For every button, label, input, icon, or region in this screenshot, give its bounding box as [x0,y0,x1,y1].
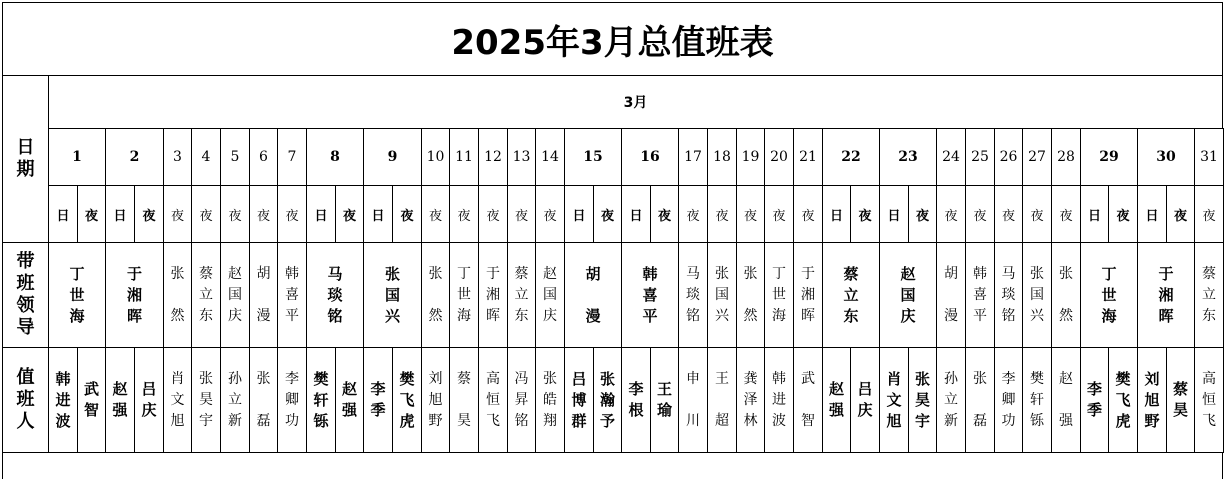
shift-cell: 夜 [535,185,565,243]
duty-person-cell: 武 智 [77,347,106,453]
day-number-cell: 5 [220,128,250,186]
shift-cell: 日 [621,185,651,243]
duty-person-cell: 赵 强 [105,347,135,453]
shift-cell: 日 [1137,185,1167,243]
day-number-cell: 19 [736,128,765,186]
day-number-cell: 13 [507,128,536,186]
day-number-cell: 22 [822,128,880,186]
leader-cell: 韩 喜 平 [621,242,679,348]
leader-cell: 张 国 兴 [707,242,737,348]
leader-cell: 张 然 [1051,242,1081,348]
day-number-cell: 7 [277,128,307,186]
shift-cell: 夜 [77,185,106,243]
shift-cell: 日 [363,185,393,243]
shift-cell: 日 [879,185,909,243]
leader-cell: 胡 漫 [936,242,966,348]
duty-person-cell: 吕 庆 [850,347,880,453]
shift-cell: 夜 [249,185,278,243]
month-header: 3月 [48,75,1223,129]
day-number-cell: 26 [994,128,1023,186]
day-number-cell: 21 [793,128,823,186]
day-number-cell: 18 [707,128,737,186]
shift-cell: 夜 [736,185,765,243]
duty-person-cell: 李 季 [363,347,393,453]
leader-cell: 蔡 立 东 [507,242,536,348]
day-number-cell: 1 [48,128,106,186]
shift-cell: 夜 [134,185,164,243]
leader-cell: 胡 漫 [249,242,278,348]
duty-person-cell: 吕 庆 [134,347,164,453]
leader-cell: 蔡 立 东 [1194,242,1224,348]
duty-person-cell: 冯 昇 铭 [507,347,536,453]
leader-cell: 蔡 立 东 [822,242,880,348]
shift-cell: 夜 [850,185,880,243]
shift-cell: 夜 [1108,185,1138,243]
shift-cell: 日 [822,185,851,243]
day-number-cell: 6 [249,128,278,186]
shift-cell: 夜 [1051,185,1081,243]
leader-cell: 张 然 [736,242,765,348]
duty-person-cell: 龚 泽 林 [736,347,765,453]
duty-person-cell: 孙 立 新 [936,347,966,453]
duty-person-cell: 赵 强 [335,347,364,453]
day-number-cell: 24 [936,128,966,186]
shift-cell: 夜 [994,185,1023,243]
duty-person-cell: 赵 强 [1051,347,1081,453]
day-number-cell: 4 [191,128,221,186]
shift-cell: 日 [48,185,78,243]
shift-cell: 夜 [650,185,679,243]
shift-cell: 日 [105,185,135,243]
duty-person-cell: 张 昊 宇 [908,347,937,453]
day-number-cell: 12 [478,128,508,186]
duty-person-cell: 赵 强 [822,347,851,453]
duty-person-cell: 孙 立 新 [220,347,250,453]
leader-cell: 蔡 立 东 [191,242,221,348]
leader-cell: 于 湘 晖 [1137,242,1195,348]
leader-cell: 丁 世 海 [48,242,106,348]
shift-cell: 夜 [220,185,250,243]
shift-cell: 夜 [421,185,450,243]
duty-person-cell: 樊 轩 铄 [1022,347,1052,453]
leader-cell: 丁 世 海 [449,242,479,348]
shift-cell: 夜 [1194,185,1224,243]
day-number-cell: 23 [879,128,937,186]
leader-cell: 张 然 [421,242,450,348]
shift-cell: 夜 [478,185,508,243]
leader-row-label: 带 班 领 导 [2,242,49,348]
duty-person-cell: 樊 飞 虎 [1108,347,1138,453]
duty-person-cell: 张 昊 宇 [191,347,221,453]
day-number-cell: 31 [1194,128,1224,186]
shift-cell: 夜 [191,185,221,243]
shift-cell: 夜 [507,185,536,243]
day-number-cell: 14 [535,128,565,186]
shift-cell: 夜 [793,185,823,243]
duty-person-cell: 蔡 昊 [449,347,479,453]
day-number-cell: 3 [163,128,192,186]
day-number-cell: 25 [965,128,995,186]
day-number-cell: 2 [105,128,164,186]
shift-cell: 日 [306,185,336,243]
duty-person-cell: 武 智 [793,347,823,453]
leader-cell: 马 琰 铭 [994,242,1023,348]
duty-person-cell: 高 恒 飞 [478,347,508,453]
leader-cell: 赵 国 庆 [535,242,565,348]
duty-person-cell: 樊 轩 铄 [306,347,336,453]
shift-cell: 夜 [707,185,737,243]
roster-title: 2025年3月总值班表 [2,2,1223,76]
duty-person-cell: 李 季 [1080,347,1109,453]
day-number-cell: 27 [1022,128,1052,186]
duty-person-cell: 王 瑜 [650,347,679,453]
duty-person-cell: 李 卿 功 [994,347,1023,453]
duty-person-cell: 韩 进 波 [764,347,794,453]
leader-cell: 韩 喜 平 [965,242,995,348]
day-number-cell: 15 [564,128,622,186]
duty-person-cell: 张 磊 [249,347,278,453]
day-number-cell: 20 [764,128,794,186]
day-number-cell: 9 [363,128,422,186]
shift-cell: 夜 [764,185,794,243]
leader-cell: 丁 世 海 [1080,242,1138,348]
duty-person-cell: 李 根 [621,347,651,453]
shift-cell: 夜 [593,185,622,243]
leader-cell: 马 琰 铭 [678,242,708,348]
day-number-cell: 17 [678,128,708,186]
day-number-cell: 16 [621,128,679,186]
leader-cell: 于 湘 晖 [793,242,823,348]
leader-cell: 赵 国 庆 [879,242,937,348]
duty-person-cell: 韩 进 波 [48,347,78,453]
leader-cell: 张 国 兴 [1022,242,1052,348]
leader-cell: 张 国 兴 [363,242,422,348]
duty-person-cell: 张 磊 [965,347,995,453]
leader-cell: 胡 漫 [564,242,622,348]
shift-cell: 夜 [1022,185,1052,243]
leader-cell: 于 湘 晖 [478,242,508,348]
shift-cell: 日 [564,185,594,243]
shift-cell: 夜 [392,185,422,243]
shift-cell: 夜 [335,185,364,243]
shift-cell: 夜 [1166,185,1195,243]
leader-cell: 赵 国 庆 [220,242,250,348]
duty-person-cell: 蔡 昊 [1166,347,1195,453]
leader-cell: 于 湘 晖 [105,242,164,348]
day-number-cell: 30 [1137,128,1195,186]
shift-cell: 夜 [908,185,937,243]
duty-person-cell: 肖 文 旭 [163,347,192,453]
shift-cell: 夜 [277,185,307,243]
duty-person-cell: 张 瀚 予 [593,347,622,453]
duty-person-cell: 吕 博 群 [564,347,594,453]
shift-cell: 夜 [449,185,479,243]
shift-cell: 夜 [965,185,995,243]
blank-footer-row [2,452,1223,479]
leader-cell: 马 琰 铭 [306,242,364,348]
duty-person-cell: 李 卿 功 [277,347,307,453]
duty-person-cell: 张 皓 翔 [535,347,565,453]
day-number-cell: 10 [421,128,450,186]
shift-cell: 日 [1080,185,1109,243]
day-number-cell: 11 [449,128,479,186]
duty-person-cell: 申 川 [678,347,708,453]
duty-person-cell: 高 恒 飞 [1194,347,1224,453]
leader-cell: 张 然 [163,242,192,348]
duty-person-cell: 刘 旭 野 [421,347,450,453]
leader-cell: 韩 喜 平 [277,242,307,348]
day-number-cell: 28 [1051,128,1081,186]
day-number-cell: 29 [1080,128,1138,186]
duty-person-cell: 刘 旭 野 [1137,347,1167,453]
duty-person-cell: 王 超 [707,347,737,453]
duty-person-cell: 樊 飞 虎 [392,347,422,453]
date-row-label: 日 期 [2,75,49,243]
shift-cell: 夜 [936,185,966,243]
duty-row-label: 值 班 人 [2,347,49,453]
shift-cell: 夜 [163,185,192,243]
duty-person-cell: 肖 文 旭 [879,347,909,453]
shift-cell: 夜 [678,185,708,243]
leader-cell: 丁 世 海 [764,242,794,348]
day-number-cell: 8 [306,128,364,186]
